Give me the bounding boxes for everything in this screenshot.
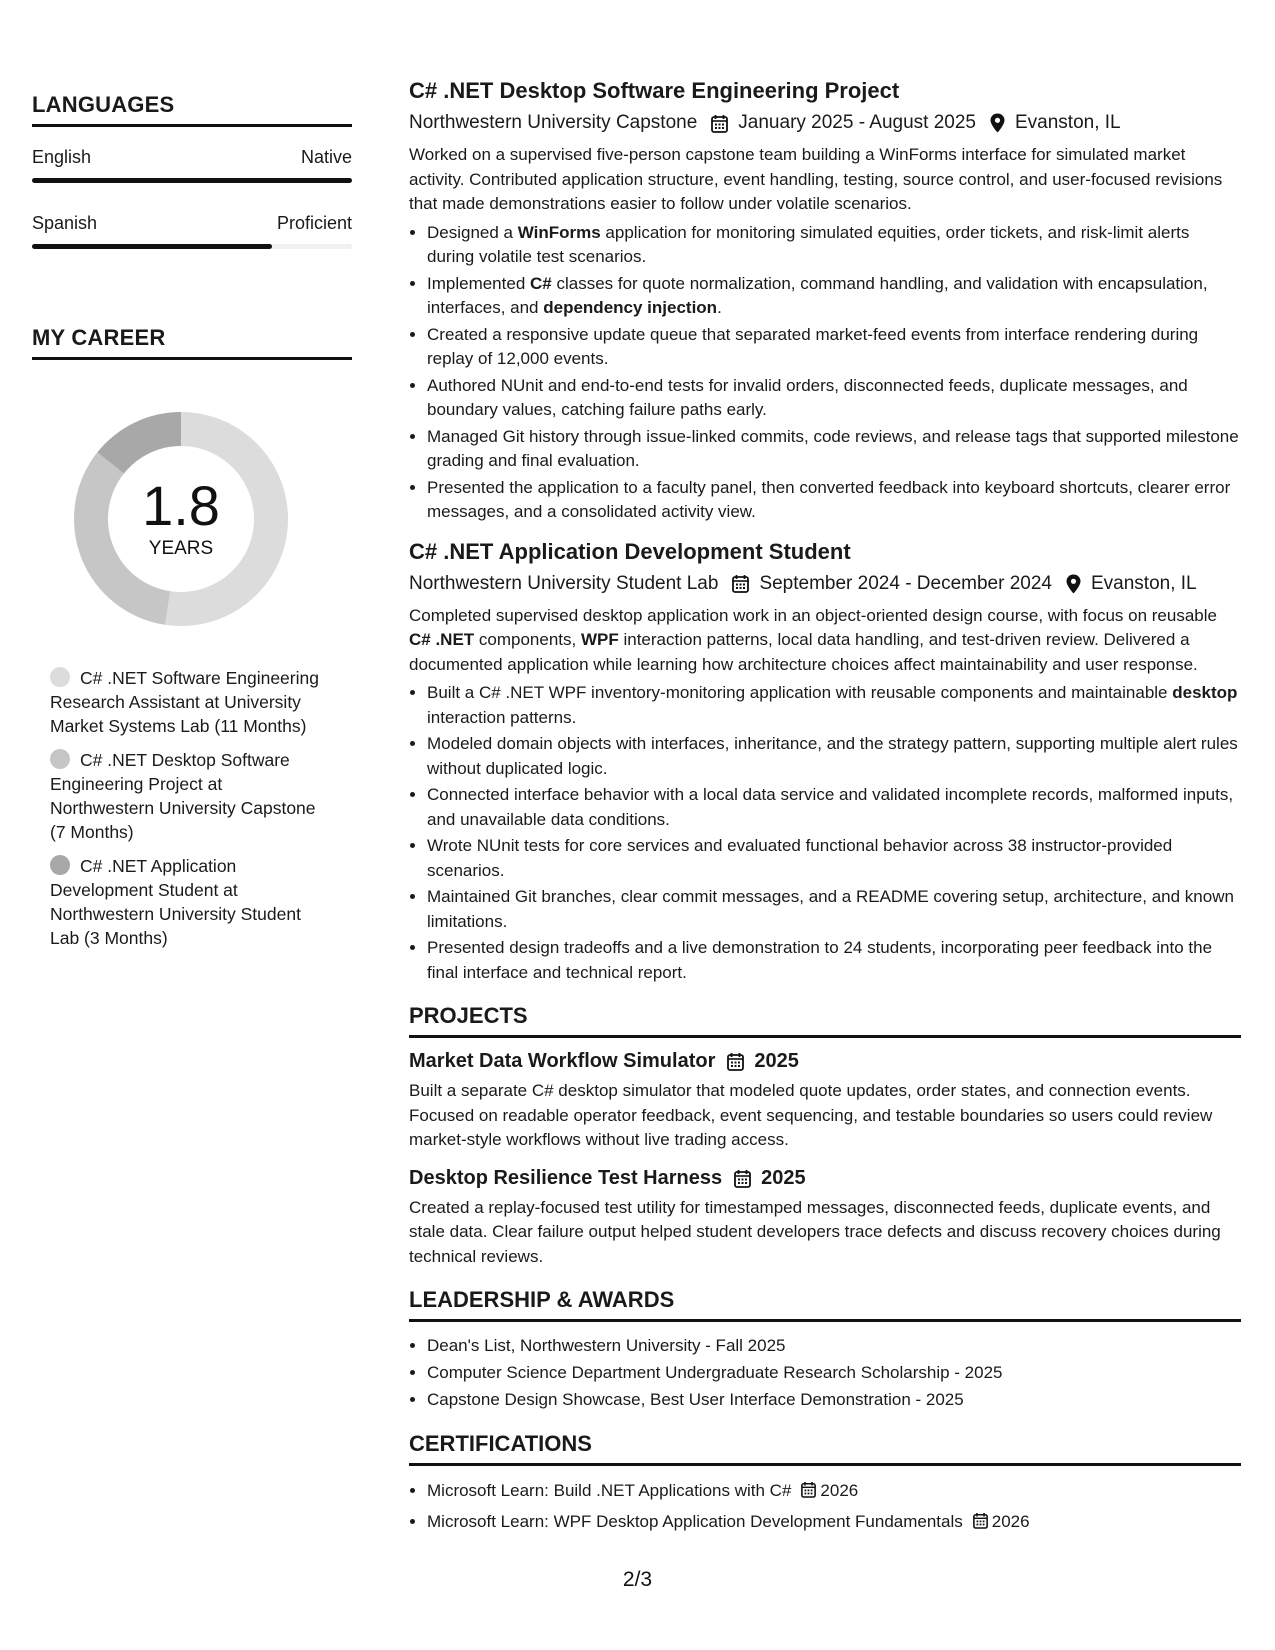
project-name: Market Data Workflow Simulator [409, 1050, 716, 1072]
career-total-years: 1.8 [142, 474, 220, 537]
career-heading: MY CAREER [32, 325, 352, 360]
legend-item [50, 666, 330, 738]
language-bar [32, 178, 352, 183]
legend-label: C# .NET Software Engineering Research Assistant at University Market Systems Lab (11 Months) [50, 668, 319, 736]
language-name: Spanish [32, 213, 98, 233]
legend-dot-icon [50, 667, 70, 687]
list-item: • Created a responsive update queue that separated market-feed events from interface rendering during replay of 12,000 events. [427, 323, 1241, 372]
list-item: • Computer Science Department Undergraduate Research Scholarship - 2025 [427, 1359, 1241, 1386]
list-item: • Managed Git history through issue-linked commits, code reviews, and release tags that supported milestone grading and final evaluation. [427, 425, 1241, 474]
language-bar [32, 244, 352, 249]
language-name: English [32, 147, 92, 167]
project-title [409, 1050, 1241, 1073]
list-item: • Built a C# .NET WPF inventory-monitoring application with reusable components and maintainable desktop interaction patterns. [427, 681, 1241, 730]
job-title: C# .NET Desktop Software Engineering Project [409, 78, 900, 103]
project-description: Built a separate C# desktop simulator that modeled quote updates, order states, and connection events. Focused on readable operator feedback, event sequencing, and testable boundaries so users could review market-style workflows without live trading access. [409, 1081, 1213, 1149]
list-item: • Connected interface behavior with a local data service and validated incomplete records, malformed inputs, and unavailable data conditions. [427, 783, 1241, 832]
project-description: Created a replay-focused test utility for timestamped messages, disconnected feeds, duplicate events, and stale data. Clear failure output helped student developers trace defects and discuss recovery choices during technical reviews. [409, 1197, 1221, 1266]
career-donut-chart [66, 404, 296, 634]
list-item: • Dean's List, Northwestern University - Fall 2025 [427, 1332, 1241, 1359]
legend-dot-icon [50, 749, 70, 769]
awards-list [409, 1332, 1241, 1413]
legend-item [50, 748, 330, 844]
right-column [409, 78, 1241, 1538]
legend-label: C# .NET Desktop Software Engineering Project at Northwestern University Capstone (7 Months) [50, 750, 316, 842]
job-bullets [409, 221, 1241, 525]
job-location: Evanston, IL [1014, 112, 1121, 133]
certification-name: Microsoft Learn: WPF Desktop Application Development Fundamentals [427, 1512, 963, 1531]
list-item: • Maintained Git branches, clear commit messages, and a README covering setup, architecture, and known limitations. [427, 885, 1241, 934]
certifications-heading: CERTIFICATIONS [409, 1431, 1241, 1466]
experience-entry [409, 539, 1241, 986]
experience-entry [409, 78, 1241, 525]
awards-heading: LEADERSHIP & AWARDS [409, 1287, 1241, 1322]
location-pin-icon [990, 113, 1005, 133]
list-item [427, 1476, 1241, 1507]
job-organization: Northwestern University Capstone [409, 112, 698, 133]
legend-item [50, 854, 330, 950]
career-total-unit: YEARS [148, 538, 214, 559]
calendar-icon [734, 1169, 751, 1188]
projects-heading: PROJECTS [409, 1003, 1241, 1038]
languages-heading: LANGUAGES [32, 92, 352, 127]
certification-year: 2026 [991, 1512, 1030, 1531]
list-item: • Presented design tradeoffs and a live demonstration to 24 students, incorporating peer feedback into the final interface and technical report. [427, 936, 1241, 985]
calendar-icon [973, 1509, 988, 1538]
project-name: Desktop Resilience Test Harness [409, 1166, 723, 1189]
career-legend [50, 666, 330, 950]
job-summary: Completed supervised desktop application work in an object-oriented design course, with focus on reusable C# .NET components, WPF interaction patterns, local data handling, and test-driven review. Delivered a documented application while learning how architecture choices affect maintainability and user response. [409, 605, 1217, 674]
job-location: Evanston, IL [1091, 572, 1197, 594]
job-meta [409, 112, 1241, 134]
projects-section [409, 1003, 1241, 1269]
list-item: • Capstone Design Showcase, Best User Interface Demonstration - 2025 [427, 1386, 1241, 1413]
project-year: 2025 [754, 1050, 799, 1072]
calendar-icon [727, 1052, 744, 1071]
awards-section [409, 1287, 1241, 1413]
legend-dot-icon [50, 855, 70, 875]
job-dates: September 2024 - December 2024 [759, 572, 1052, 594]
certifications-list [409, 1476, 1241, 1538]
page-number: 2/3 [622, 1568, 653, 1591]
list-item: • Wrote NUnit tests for core services and evaluated functional behavior across 38 instructor-provided scenarios. [427, 834, 1241, 883]
list-item: • Modeled domain objects with interfaces, inheritance, and the strategy pattern, supporting multiple alert rules without duplicated logic. [427, 732, 1241, 781]
calendar-icon [732, 574, 749, 593]
certifications-section [409, 1431, 1241, 1538]
language-bar-fill [32, 178, 352, 183]
legend-label: C# .NET Application Development Student at Northwestern University Student Lab (3 Months) [50, 856, 301, 948]
job-summary: Worked on a supervised five-person capstone team building a WinForms interface for simulated market activity. Contributed application structure, event handling, testing, source control, and user-focused revisions that made demonstrations easier to follow under volatile scenarios. [409, 145, 1223, 213]
list-item: • Presented the application to a faculty panel, then converted feedback into keyboard shortcuts, clearer error messages, and a consolidated activity view. [427, 476, 1241, 525]
job-meta [409, 573, 1241, 595]
certification-name: Microsoft Learn: Build .NET Applications with C# [427, 1481, 792, 1500]
calendar-icon [801, 1478, 816, 1507]
language-level: Native [300, 147, 352, 167]
project-year: 2025 [761, 1166, 806, 1189]
list-item: • Designed a WinForms application for monitoring simulated equities, order tickets, and risk-limit alerts during volatile test scenarios. [427, 221, 1241, 270]
list-item: • Implemented C# classes for quote normalization, command handling, and validation with encapsulation, interfaces, and dependency injection. [427, 272, 1241, 321]
language-english [32, 147, 352, 183]
job-title: C# .NET Application Development Student [409, 538, 851, 564]
location-pin-icon [1066, 574, 1081, 594]
left-column [32, 92, 352, 960]
language-level: Proficient [276, 213, 352, 233]
language-spanish [32, 213, 352, 249]
list-item [427, 1507, 1241, 1538]
project-title [409, 1167, 1241, 1190]
language-bar-fill [32, 244, 272, 249]
job-organization: Northwestern University Student Lab [409, 572, 719, 594]
job-dates: January 2025 - August 2025 [738, 112, 976, 133]
job-bullets [409, 681, 1241, 985]
calendar-icon [711, 114, 728, 133]
certification-year: 2026 [820, 1481, 859, 1500]
list-item: • Authored NUnit and end-to-end tests for invalid orders, disconnected feeds, duplicate messages, and boundary values, catching failure paths early. [427, 374, 1241, 423]
